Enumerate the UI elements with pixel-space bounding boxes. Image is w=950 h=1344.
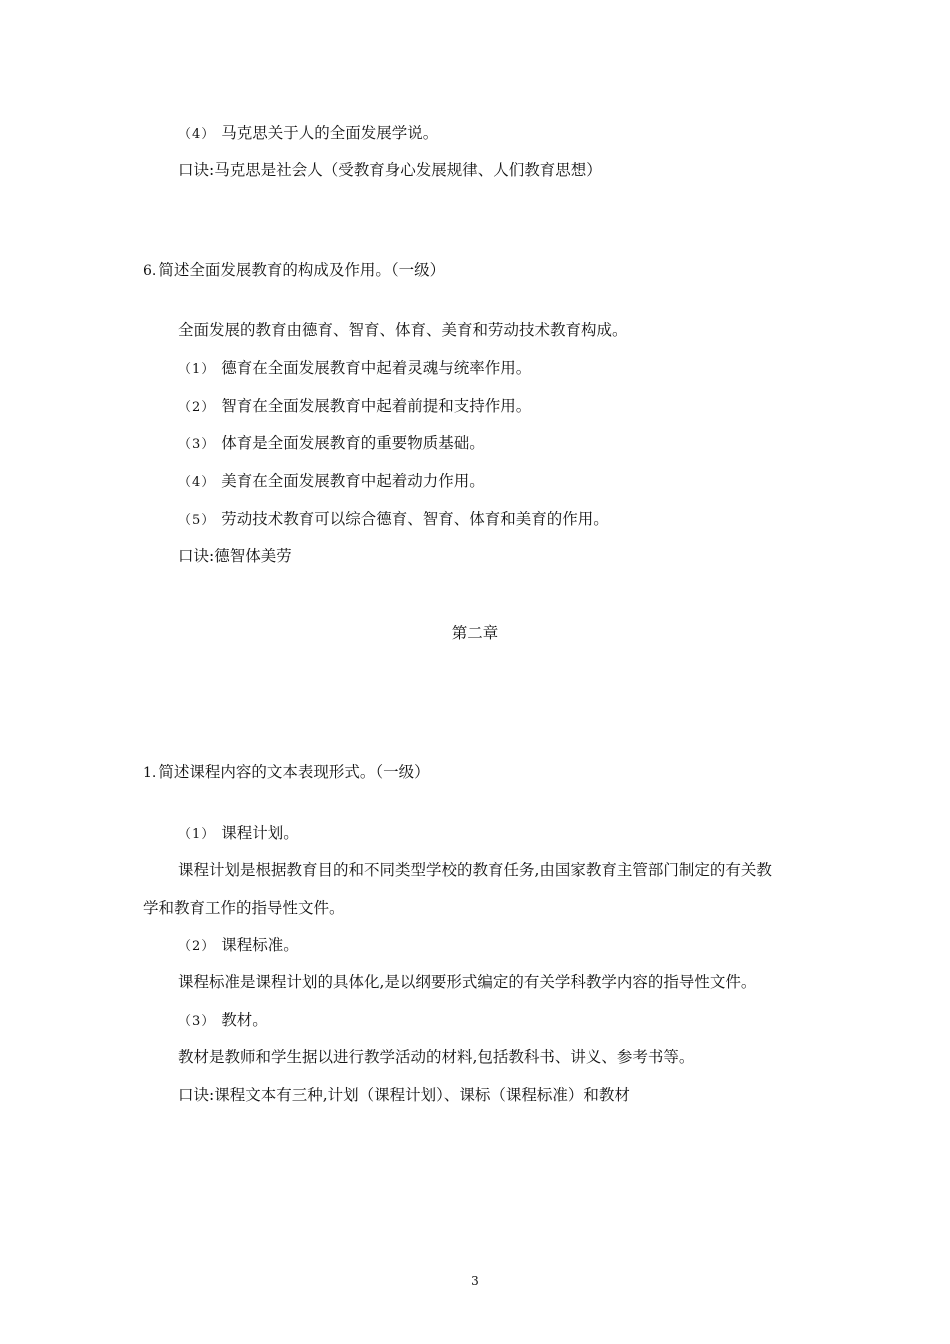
item-text: 智育在全面发展教育中起着前提和支持作用。	[221, 397, 532, 415]
paragraph: 课程标准是课程计划的具体化,是以纲要形式编定的有关学科教学内容的指导性文件。	[178, 973, 757, 991]
list-item	[178, 824, 299, 843]
item-number: （5）	[178, 513, 216, 528]
mnemonic: 口诀:课程文本有三种,计划（课程计划）、课标（课程标准）和教材	[178, 1086, 630, 1104]
list-item	[178, 124, 438, 143]
mnemonic: 口诀:马克思是社会人（受教育身心发展规律、人们教育思想）	[178, 161, 602, 179]
list-item	[178, 936, 299, 955]
item-text: 马克思关于人的全面发展学说。	[221, 124, 439, 142]
question-title: 简述全面发展教育的构成及作用。（一级）	[158, 261, 446, 279]
item-text: 美育在全面发展教育中起着动力作用。	[221, 472, 485, 490]
list-item	[178, 1011, 268, 1030]
item-number: （3）	[178, 437, 216, 452]
item-number: （2）	[178, 400, 216, 415]
item-number: （3）	[178, 1014, 216, 1029]
item-text: 体育是全面发展教育的重要物质基础。	[221, 434, 485, 452]
mnemonic: 口诀:德智体美劳	[178, 547, 292, 565]
item-text: 德育在全面发展教育中起着灵魂与统率作用。	[221, 359, 532, 377]
question-number: 6.	[143, 263, 157, 279]
item-number: （4）	[178, 127, 216, 142]
page-number: 3	[471, 1274, 479, 1288]
chapter-title: 第二章	[451, 624, 499, 642]
item-number: （1）	[178, 827, 216, 842]
list-item	[178, 510, 609, 529]
item-text: 劳动技术教育可以综合德育、智育、体育和美育的作用。	[221, 510, 609, 528]
item-number: （1）	[178, 362, 216, 377]
question-heading	[143, 763, 430, 782]
question-number: 1.	[143, 765, 157, 781]
question-heading	[143, 261, 445, 280]
question-title: 简述课程内容的文本表现形式。（一级）	[158, 763, 430, 781]
list-item	[178, 434, 485, 453]
item-title: 课程计划。	[221, 824, 299, 842]
item-title: 课程标准。	[221, 936, 299, 954]
list-item	[178, 397, 531, 416]
item-number: （2）	[178, 939, 216, 954]
paragraph: 教材是教师和学生据以进行教学活动的材料,包括教科书、讲义、参考书等。	[178, 1048, 695, 1066]
list-item	[178, 472, 485, 491]
paragraph: 课程计划是根据教育目的和不同类型学校的教育任务,由国家教育主管部门制定的有关教	[178, 861, 772, 879]
item-title: 教材。	[221, 1011, 268, 1029]
paragraph: 全面发展的教育由德育、智育、体育、美育和劳动技术教育构成。	[178, 321, 628, 339]
paragraph: 学和教育工作的指导性文件。	[143, 899, 345, 917]
list-item	[178, 359, 531, 378]
item-number: （4）	[178, 475, 216, 490]
